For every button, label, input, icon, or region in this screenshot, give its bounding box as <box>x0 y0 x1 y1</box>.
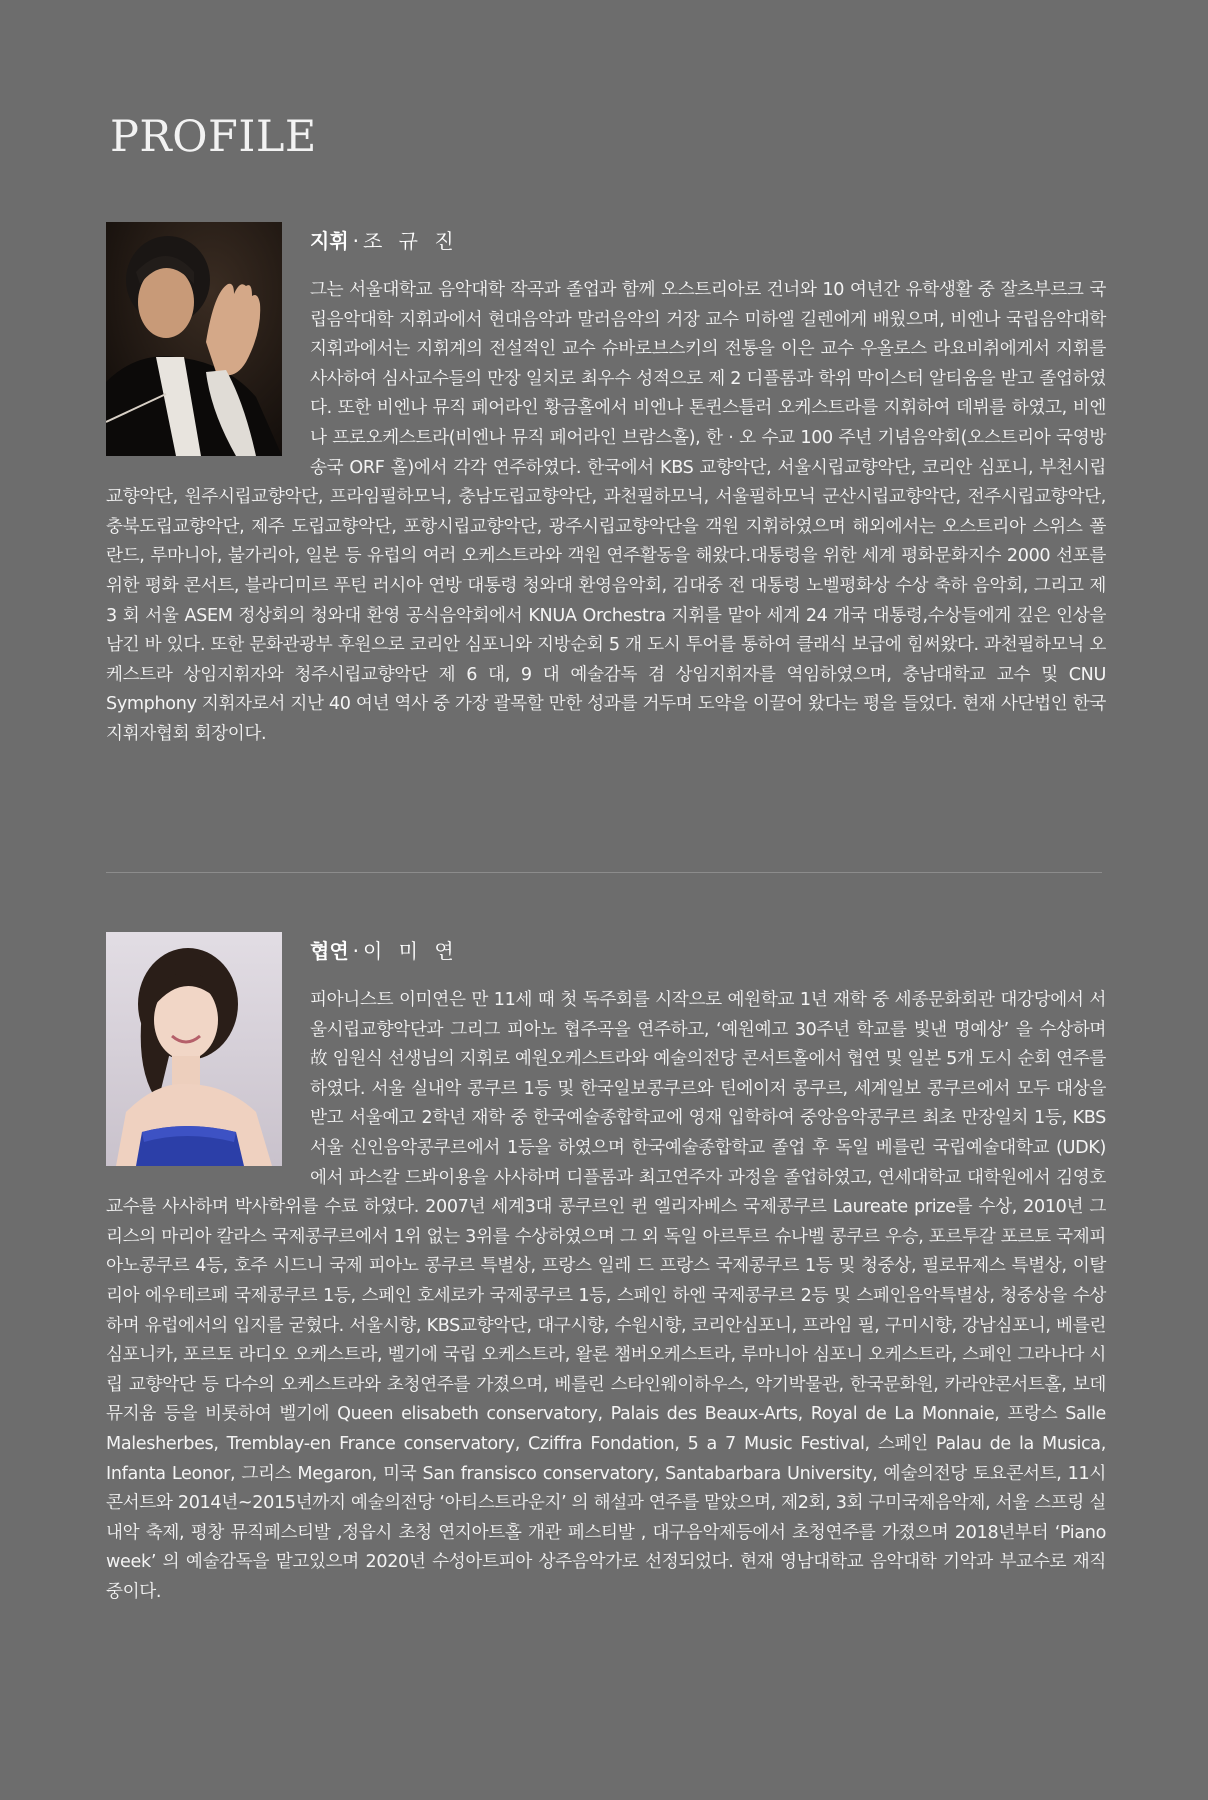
conductor-separator: · <box>352 229 359 253</box>
page-title: PROFILE <box>110 112 317 162</box>
soloist-bio: 피아니스트 이미연은 만 11세 때 첫 독주회를 시작으로 예원학교 1년 재학 중 세종문화회관 대강당에서 서울시립교향악단과 그리그 피아노 협주곡을 연주하고, ‘예원예고 30주년 학교를 빛낸 명예상’ 을 수상하며 故 임원식 선생님의 지휘로 예원오케스트라와 예술의전당 콘서트홀에서 협연 및 일본 5개 도시 순회 연주를 하였다. 서울 실내악 콩쿠르 1등 및 한국일보콩쿠르와 틴에이저 콩쿠르, 세계일보 콩쿠르에서 모두 대상을 받고 서울예고 2학년 재학 중 한국예술종합학교에 영재 입학하여 중앙음악콩쿠르 최초 만장일치 1등, KBS 서울 신인음악콩쿠르에서 1등을 하였으며 한국예술종합학교 졸업 후 독일 베를린 국립예술대학교 (UDK) 에서 파스칼 드봐이용을 사사하며 디플롬과 최고연주자 과정을 졸업하였고, 연세대학교 대학원에서 김영호 교수를 사사하며 박사학위를 수료 하였다. 2007년 세계3대 콩쿠르인 퀸 엘리자베스 국제콩쿠르 Laureate prize를 수상, 2010년 그리스의 마리아 칼라스 국제콩쿠르에서 1위 없는 3위를 수상하였으며 그 외 독일 아르투르 슈나벨 콩쿠르 우승, 포르투갈 포르토 국제피아노콩쿠르 4등, 호주 시드니 국제 피아노 콩쿠르 특별상, 프랑스 일레 드 프랑스 국제콩쿠르 1등 및 청중상, 필로뮤제스 특별상, 이탈리아 에우테르페 국제콩쿠르 1등, 스페인 호세로카 국제콩쿠르 1등, 스페인 하엔 국제콩쿠르 2등 및 스페인음악특별상, 청중상을 수상하며 유럽에서의 입지를 굳혔다. 서울시향, KBS교향악단, 대구시향, 수원시향, 코리안심포니, 프라임 필, 구미시향, 강남심포니, 베를린 심포니카, 포르토 라디오 오케스트라, 벨기에 국립 오케스트라, 왈론 챔버오케스트라, 루마니아 심포니 오케스트라, 스페인 그라나다 시립 교향악단 등 다수의 오케스트라와 초청연주를 가졌으며, 베를린 스타인웨이하우스, 악기박물관, 한국문화원, 카라얀콘서트홀, 보데뮤지움 등을 비롯하여 벨기에 Queen elisabeth conservatory, Palais des Beaux-Arts, Royal de La Monnaie, 프랑스 Salle Malesherbes, Tremblay-en France conservatory, Cziffra Fondation, 5 a 7 Music Festival, 스페인 Palau de la Musica, Infanta Leonor, 그리스 Megaron, 미국 San fransisco conservatory, Santabarbara University, 예술의전당 토요콘서트, 11시콘서트와 2014년~2015년까지 예술의전당 ‘아티스트라운지’ 의 해설과 연주를 맡았으며, 제2회, 3회 구미국제음악제, 서울 스프링 실내악 축제, 평창 뮤직페스티발 ,정읍시 초청 연지아트홀 개관 페스티발 , 대구음악제등에서 초청연주를 가졌으며 2018년부터 ‘Piano week’ 의 예술감독을 맡고있으며 2020년 수성아트피아 상주음악가로 선정되었다. 현재 영남대학교 음악대학 기악과 부교수로 재직 중이다. <box>106 990 1107 1602</box>
conductor-profile <box>106 222 1106 750</box>
soloist-separator: · <box>352 939 359 963</box>
soloist-photo <box>106 932 282 1166</box>
conductor-name: 조 규 진 <box>363 229 459 253</box>
soloist-name: 이 미 연 <box>363 939 459 963</box>
soloist-role: 협연 <box>310 939 349 963</box>
conductor-role: 지휘 <box>310 229 349 253</box>
conductor-photo <box>106 222 282 456</box>
section-divider <box>106 872 1102 873</box>
conductor-bio: 그는 서울대학교 음악대학 작곡과 졸업과 함께 오스트리아로 건너와 10 여년간 유학생활 중 잘츠부르크 국립음악대학 지휘과에서 현대음악과 말러음악의 거장 교수 미하엘 길렌에게 배웠으며, 비엔나 국립음악대학 지휘과에서는 지휘계의 전설적인 교수 슈바로브스키의 전통을 이은 교수 우올로스 라요비취에게서 지휘를 사사하여 심사교수들의 만장 일치로 최우수 성적으로 제 2 디플롬과 학위 막이스터 알티움을 받고 졸업하였다. 또한 비엔나 뮤직 페어라인 황금홀에서 비엔나 톤퀸스틀러 오케스트라를 지휘하여 데뷔를 하였고, 비엔나 프로오케스트라(비엔나 뮤직 페어라인 브람스홀), 한 · 오 수교 100 주년 기념음악회(오스트리아 국영방송국 ORF 홀)에서 각각 연주하였다. 한국에서 KBS 교향악단, 서울시립교향악단, 코리안 심포니, 부천시립교향악단, 원주시립교향악단, 프라임필하모닉, 충남도립교향악단, 과천필하모닉, 서울필하모닉 군산시립교향악단, 전주시립교향악단, 충북도립교향악단, 제주 도립교향악단, 포항시립교향악단, 광주시립교향악단을 객원 지휘하였으며 해외에서는 오스트리아 스위스 폴란드, 루마니아, 불가리아, 일본 등 유럽의 여러 오케스트라와 객원 연주활동을 해왔다.대통령을 위한 세계 평화문화지수 2000 선포를 위한 평화 콘서트, 블라디미르 푸틴 러시아 연방 대통령 청와대 환영음악회, 김대중 전 대통령 노벨평화상 수상 축하 음악회, 그리고 제 3 회 서울 ASEM 정상회의 청와대 환영 공식음악회에서 KNUA Orchestra 지휘를 맡아 세계 24 개국 대통령,수상들에게 깊은 인상을 남긴 바 있다. 또한 문화관광부 후원으로 코리안 심포니와 지방순회 5 개 도시 투어를 통하여 클래식 보급에 힘써왔다. 과천필하모닉 오케스트라 상임지휘자와 청주시립교향악단 제 6 대, 9 대 예술감독 겸 상임지휘자를 역임하였으며, 충남대학교 교수 및 CNU Symphony 지휘자로서 지난 40 여년 역사 중 가장 괄목할 만한 성과를 거두며 도약을 이끌어 왔다는 평을 들었다. 현재 사단법인 한국지휘자협회 회장이다. <box>106 280 1106 744</box>
soloist-profile <box>106 932 1106 1607</box>
